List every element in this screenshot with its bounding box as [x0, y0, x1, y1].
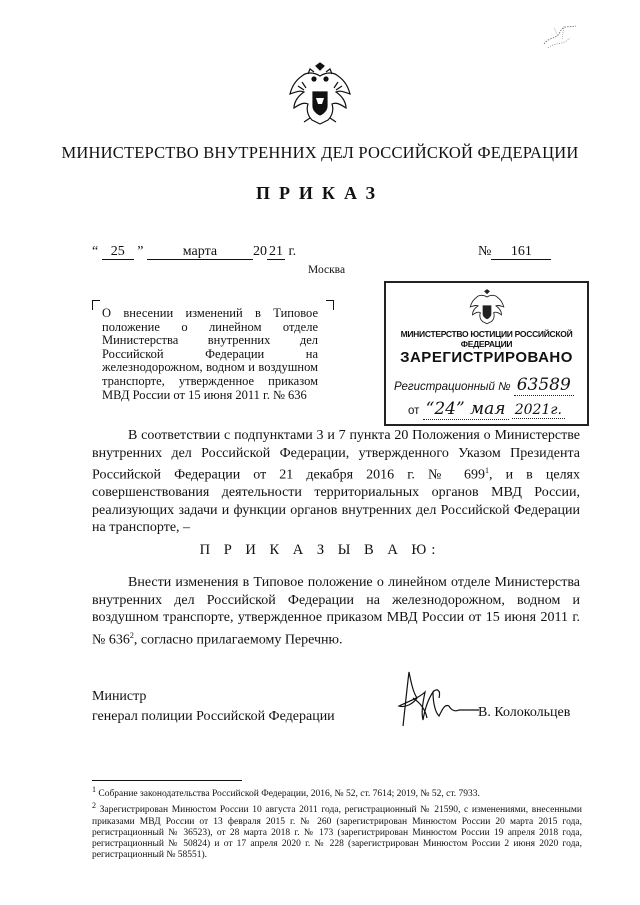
date-year-unit: г. [288, 244, 297, 259]
subject-text: О внесении изменений в Типовое положение о линейном отделе Министерства внутренних дел Российской Федерации на железнодорожном, водном и воздушном транспорте, утвержденное приказом МВД России от 15 июня 2011 г. № 636 [102, 306, 318, 402]
footnote-divider [92, 780, 242, 781]
stamp-registration-date [408, 399, 565, 419]
subject-bracket-right [326, 300, 334, 310]
order-number [478, 244, 551, 260]
stamp-coat-of-arms-icon [468, 289, 506, 325]
date-open-quote: “ [92, 244, 99, 259]
footnote-ref-2: 2 [129, 630, 134, 640]
footnote-2-mark: 2 [92, 801, 96, 811]
stamp-registered-label: ЗАРЕГИСТРИРОВАНО [400, 349, 573, 366]
footnote-2-text: Зарегистрирован Минюстом России 10 августа 2011 года, регистрационный № 21590, с изменениями, внесенными приказами МВД России от 13 февраля 2015 г. № 260 (зарегистрирован Минюстом России 20 марта 2015 года, регистрационный № 36523), от 28 марта 2018 г. № 173 (зарегистрирован Минюстом России 19 апреля 2018 года, регистрационный № 50824) и от 17 апреля 2020 г. № 228 (зарегистрирован Минюстом России 2 июня 2020 года, регистрационный № 58551). [92, 805, 582, 861]
date-day: 25 [102, 244, 134, 260]
city-label: Москва [308, 264, 346, 276]
handwritten-signature [393, 668, 481, 728]
footnote-1-mark: 1 [92, 785, 96, 794]
stamp-organization: МИНИСТЕРСТВО ЮСТИЦИИ РОССИЙСКОЙ ФЕДЕРАЦИИ [400, 329, 573, 349]
order-text-a: Внести изменения в Типовое положение о линейном отделе Министерства внутренних дел Российской Федерации на железнодорожном, водном и воздушном транспорте, утвержденное приказом МВД России от 15 июня 2011 г. № 636 [92, 575, 580, 648]
subject-bracket-left [92, 300, 100, 310]
order-text-b: , согласно прилагаемому Перечню. [133, 632, 343, 648]
preamble-text-a: В соответствии с подпунктами 3 и 7 пункта 20 Положения о Министерстве внутренних дел Российской Федерации, утвержденного Указом Президента Российской Федерации от 21 декабря 2016 г. № 699 [92, 428, 580, 483]
registration-stamp [384, 281, 589, 426]
document-type-title: ПРИКАЗ [255, 183, 385, 203]
stamp-date-prefix: от [408, 405, 420, 417]
russian-coat-of-arms-icon [286, 62, 354, 126]
preamble-text-b: , и в целях совершенствования деятельности территориальных органов МВД России, реализующих задачи и функции органов внутренних дел Российской Федерации на транспорте, – [92, 467, 580, 536]
corner-handwritten-mark [540, 22, 580, 50]
number-value: 161 [491, 244, 551, 260]
footnote-1-text: Собрание законодательства Российской Федерации, 2016, № 52, ст. 7614; 2019, № 52, ст. 7933. [96, 789, 480, 800]
footnotes [92, 784, 582, 862]
date-month: марта [147, 244, 253, 260]
signatory-title-line2: генерал полиции Российской Федерации [92, 709, 335, 724]
order-date [92, 244, 296, 260]
footnote-1 [92, 784, 582, 800]
preamble-paragraph [92, 427, 580, 537]
date-year-prefix: 20 [252, 244, 267, 259]
date-year-suffix: 21 [268, 244, 283, 259]
ministry-title: МИНИСТЕРСТВО ВНУТРЕННИХ ДЕЛ РОССИЙСКОЙ ФЕДЕРАЦИИ [61, 143, 579, 162]
signatory-title-line1: Министр [92, 689, 147, 704]
order-paragraph [92, 574, 580, 649]
signatory-name: В. Колокольцев [478, 705, 571, 720]
footnote-ref-1: 1 [485, 466, 490, 475]
footnote-2 [92, 800, 582, 861]
signatory-title [92, 687, 335, 727]
stamp-date-value: “24” мая [423, 399, 509, 420]
hereby-order-heading: П Р И К А З Ы В А Ю: [199, 542, 441, 558]
number-sign: № [478, 244, 492, 259]
stamp-reg-label: Регистрационный № [394, 381, 511, 393]
stamp-registration-number [394, 375, 574, 395]
date-close-quote: ” [137, 244, 144, 259]
stamp-reg-number-value: 63589 [514, 375, 574, 396]
stamp-date-year: 2021г. [512, 402, 565, 419]
